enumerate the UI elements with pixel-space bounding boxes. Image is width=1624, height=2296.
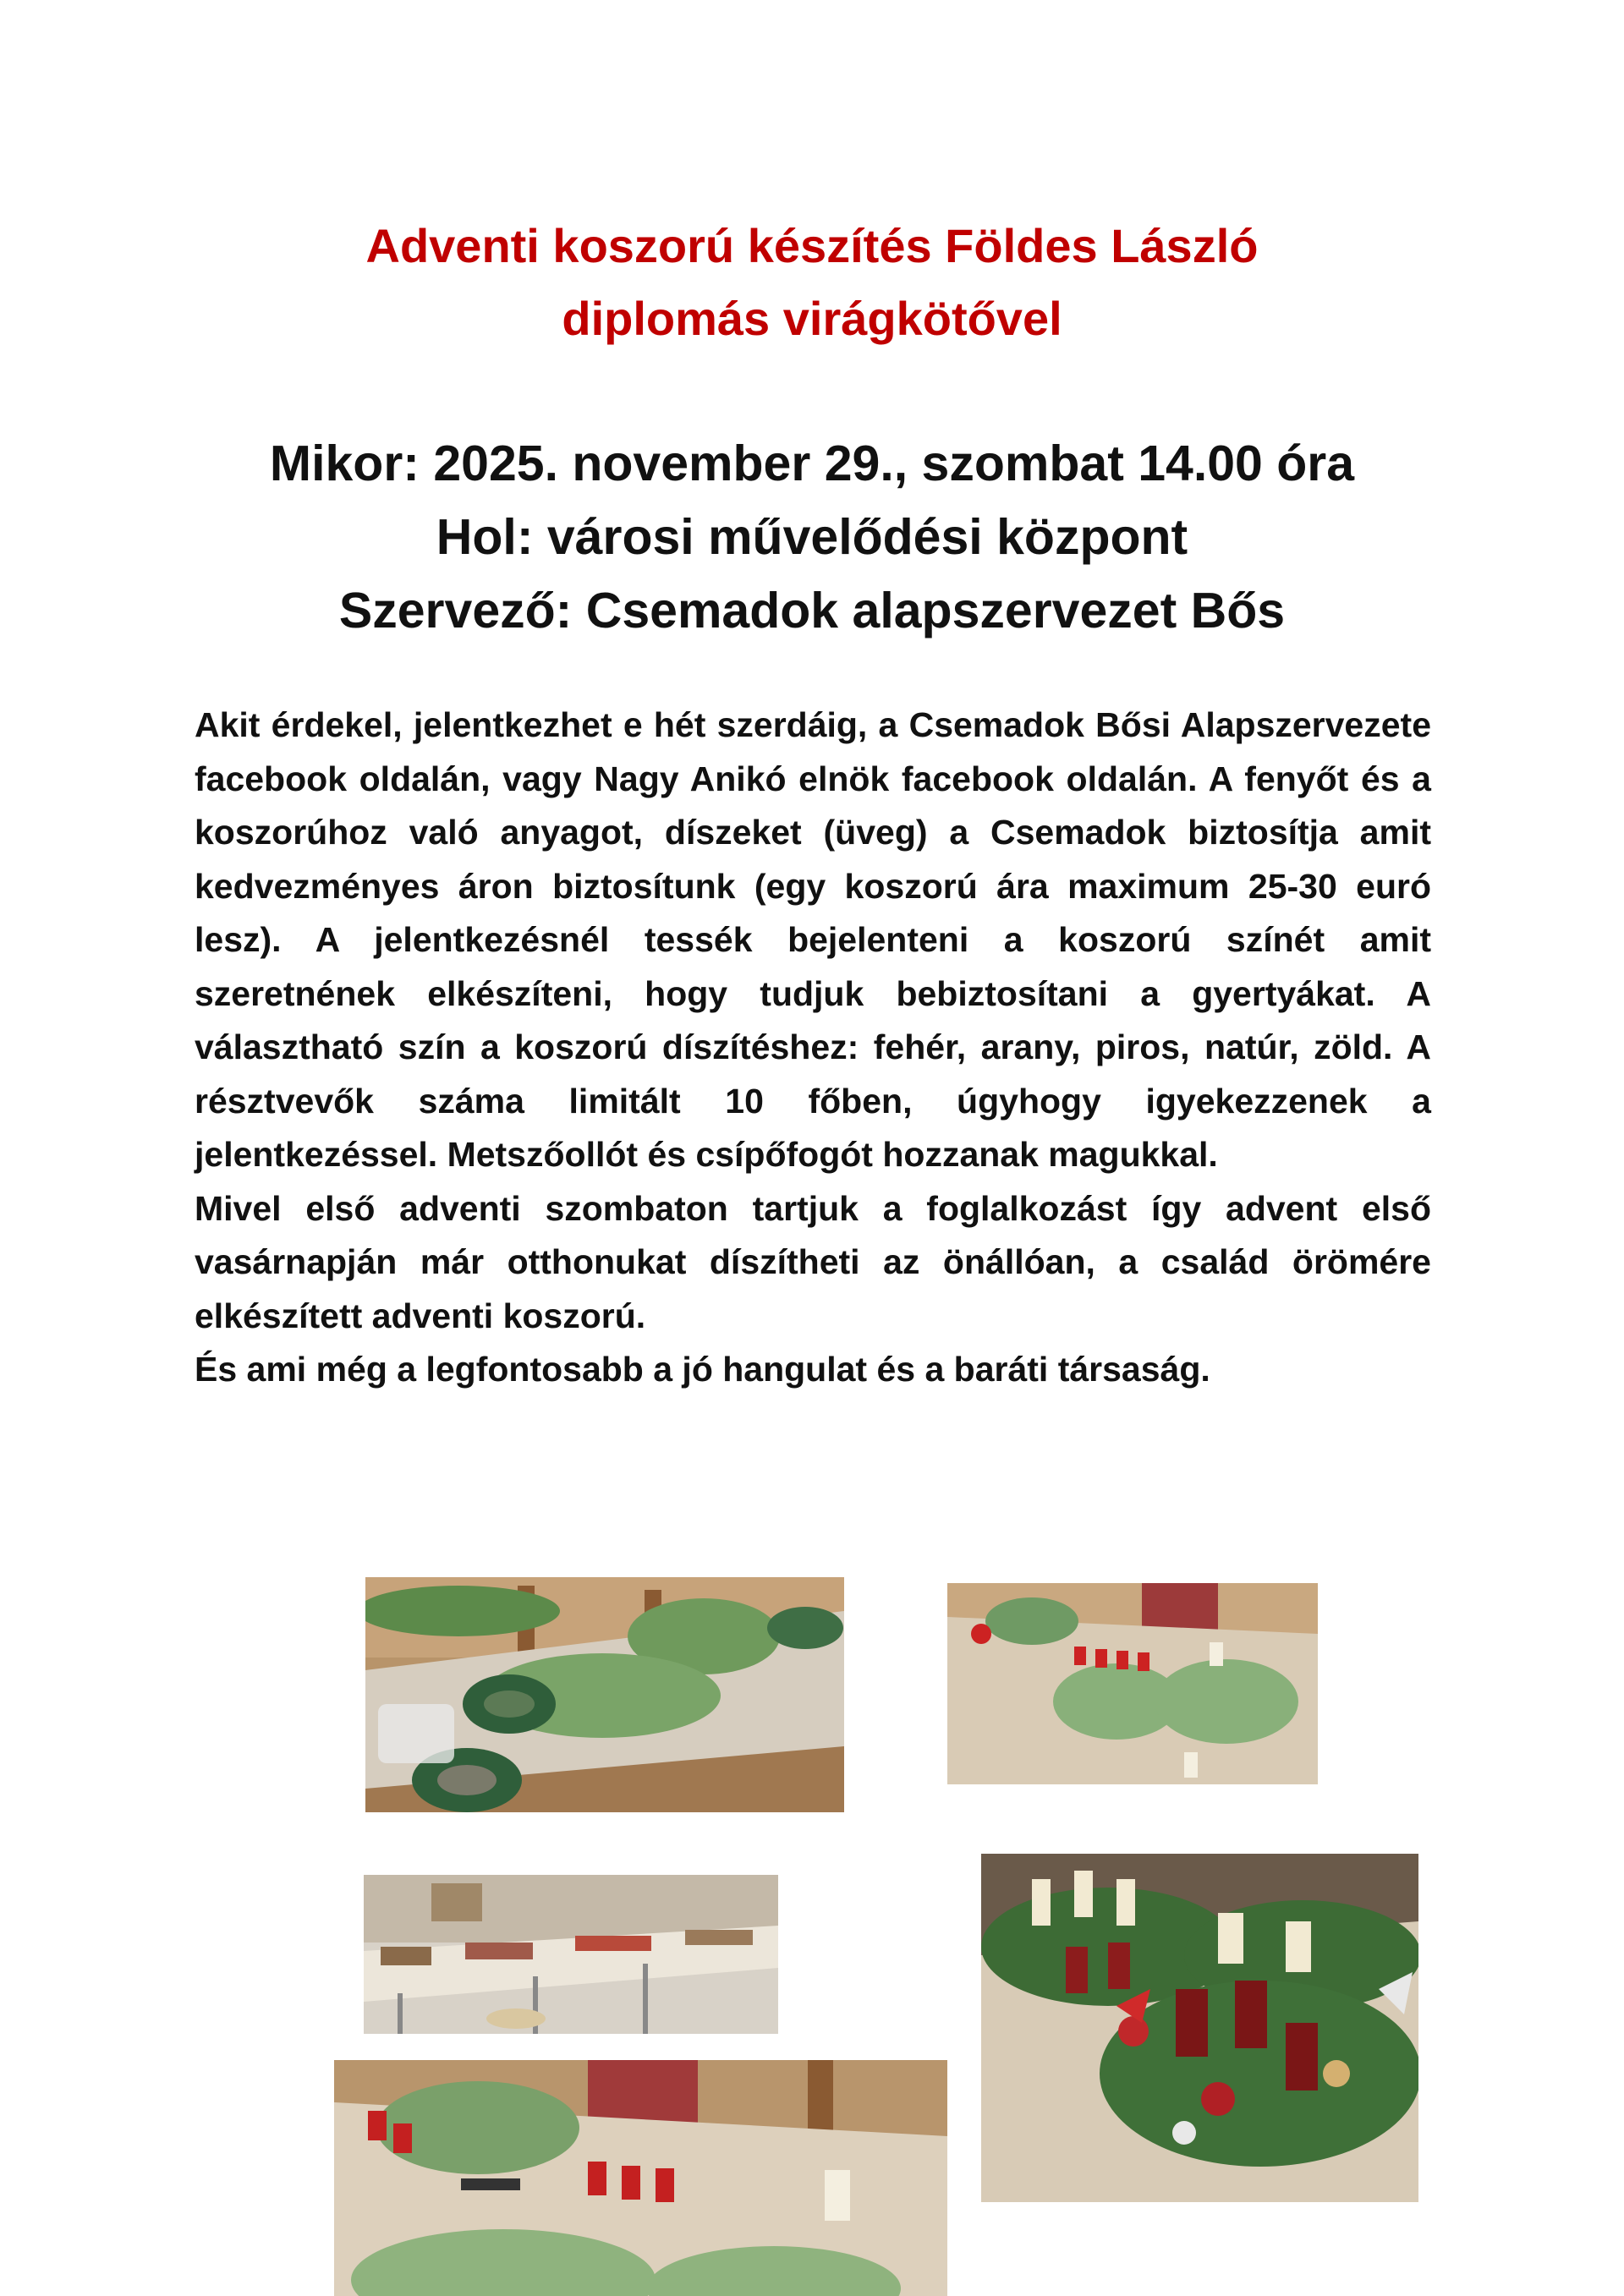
event-when: Mikor: 2025. november 29., szombat 14.00 óra — [269, 436, 1355, 491]
photo-wreath-workshop-closeup — [334, 2060, 947, 2296]
event-where: Hol: városi művelődési központ — [436, 509, 1188, 565]
photo-fir-branches-table — [365, 1577, 844, 1812]
description-paragraph-atmosphere: És ami még a legfontosabb a jó hangulat és a baráti társaság. — [195, 1350, 1210, 1389]
event-description — [195, 699, 1431, 1397]
event-info — [0, 427, 1624, 648]
description-paragraph-advent: Mivel első adventi szombaton tartjuk a foglalkozást így advent első vasárnapján már otthonukat díszítheti az önállóan, a család örömére elkészített adventi koszorú. — [195, 1188, 1431, 1335]
photo-green-wreaths — [947, 1583, 1318, 1784]
photo-decorated-advent-wreaths — [981, 1854, 1418, 2202]
event-organizer: Szervező: Csemadok alapszervezet Bős — [338, 583, 1286, 638]
description-paragraph-registration: Akit érdekel, jelentkezhet e hét szerdáig, a Csemadok Bősi Alapszervezete facebook oldalán, vagy Nagy Anikó elnök facebook oldalán. A fenyőt és a koszorúhoz való anyagot, díszeket (üveg) a Csemadok biztosítja amit kedvezményes áron biztosítunk (egy koszorú ára maximum 25-30 euró lesz). A jelentkezésnél tessék bejelenteni a koszorú színét amit szeretnének elkészíteni, hogy tudjuk bebiztosítani a gyertyákat. A választható szín a koszorú díszítéshez: fehér, arany, piros, natúr, zöld. A résztvevők száma limitált 10 főben, úgyhogy igyekezzenek a jelentkezéssel. Metszőollót és csípőfogót hozzanak magukkal. — [195, 705, 1431, 1174]
event-title-line1: Adventi koszorú készítés Földes László — [365, 219, 1259, 272]
photo-materials-tables — [364, 1875, 778, 2034]
event-title-line2: diplomás virágkötővel — [562, 292, 1062, 345]
event-title — [0, 210, 1624, 355]
